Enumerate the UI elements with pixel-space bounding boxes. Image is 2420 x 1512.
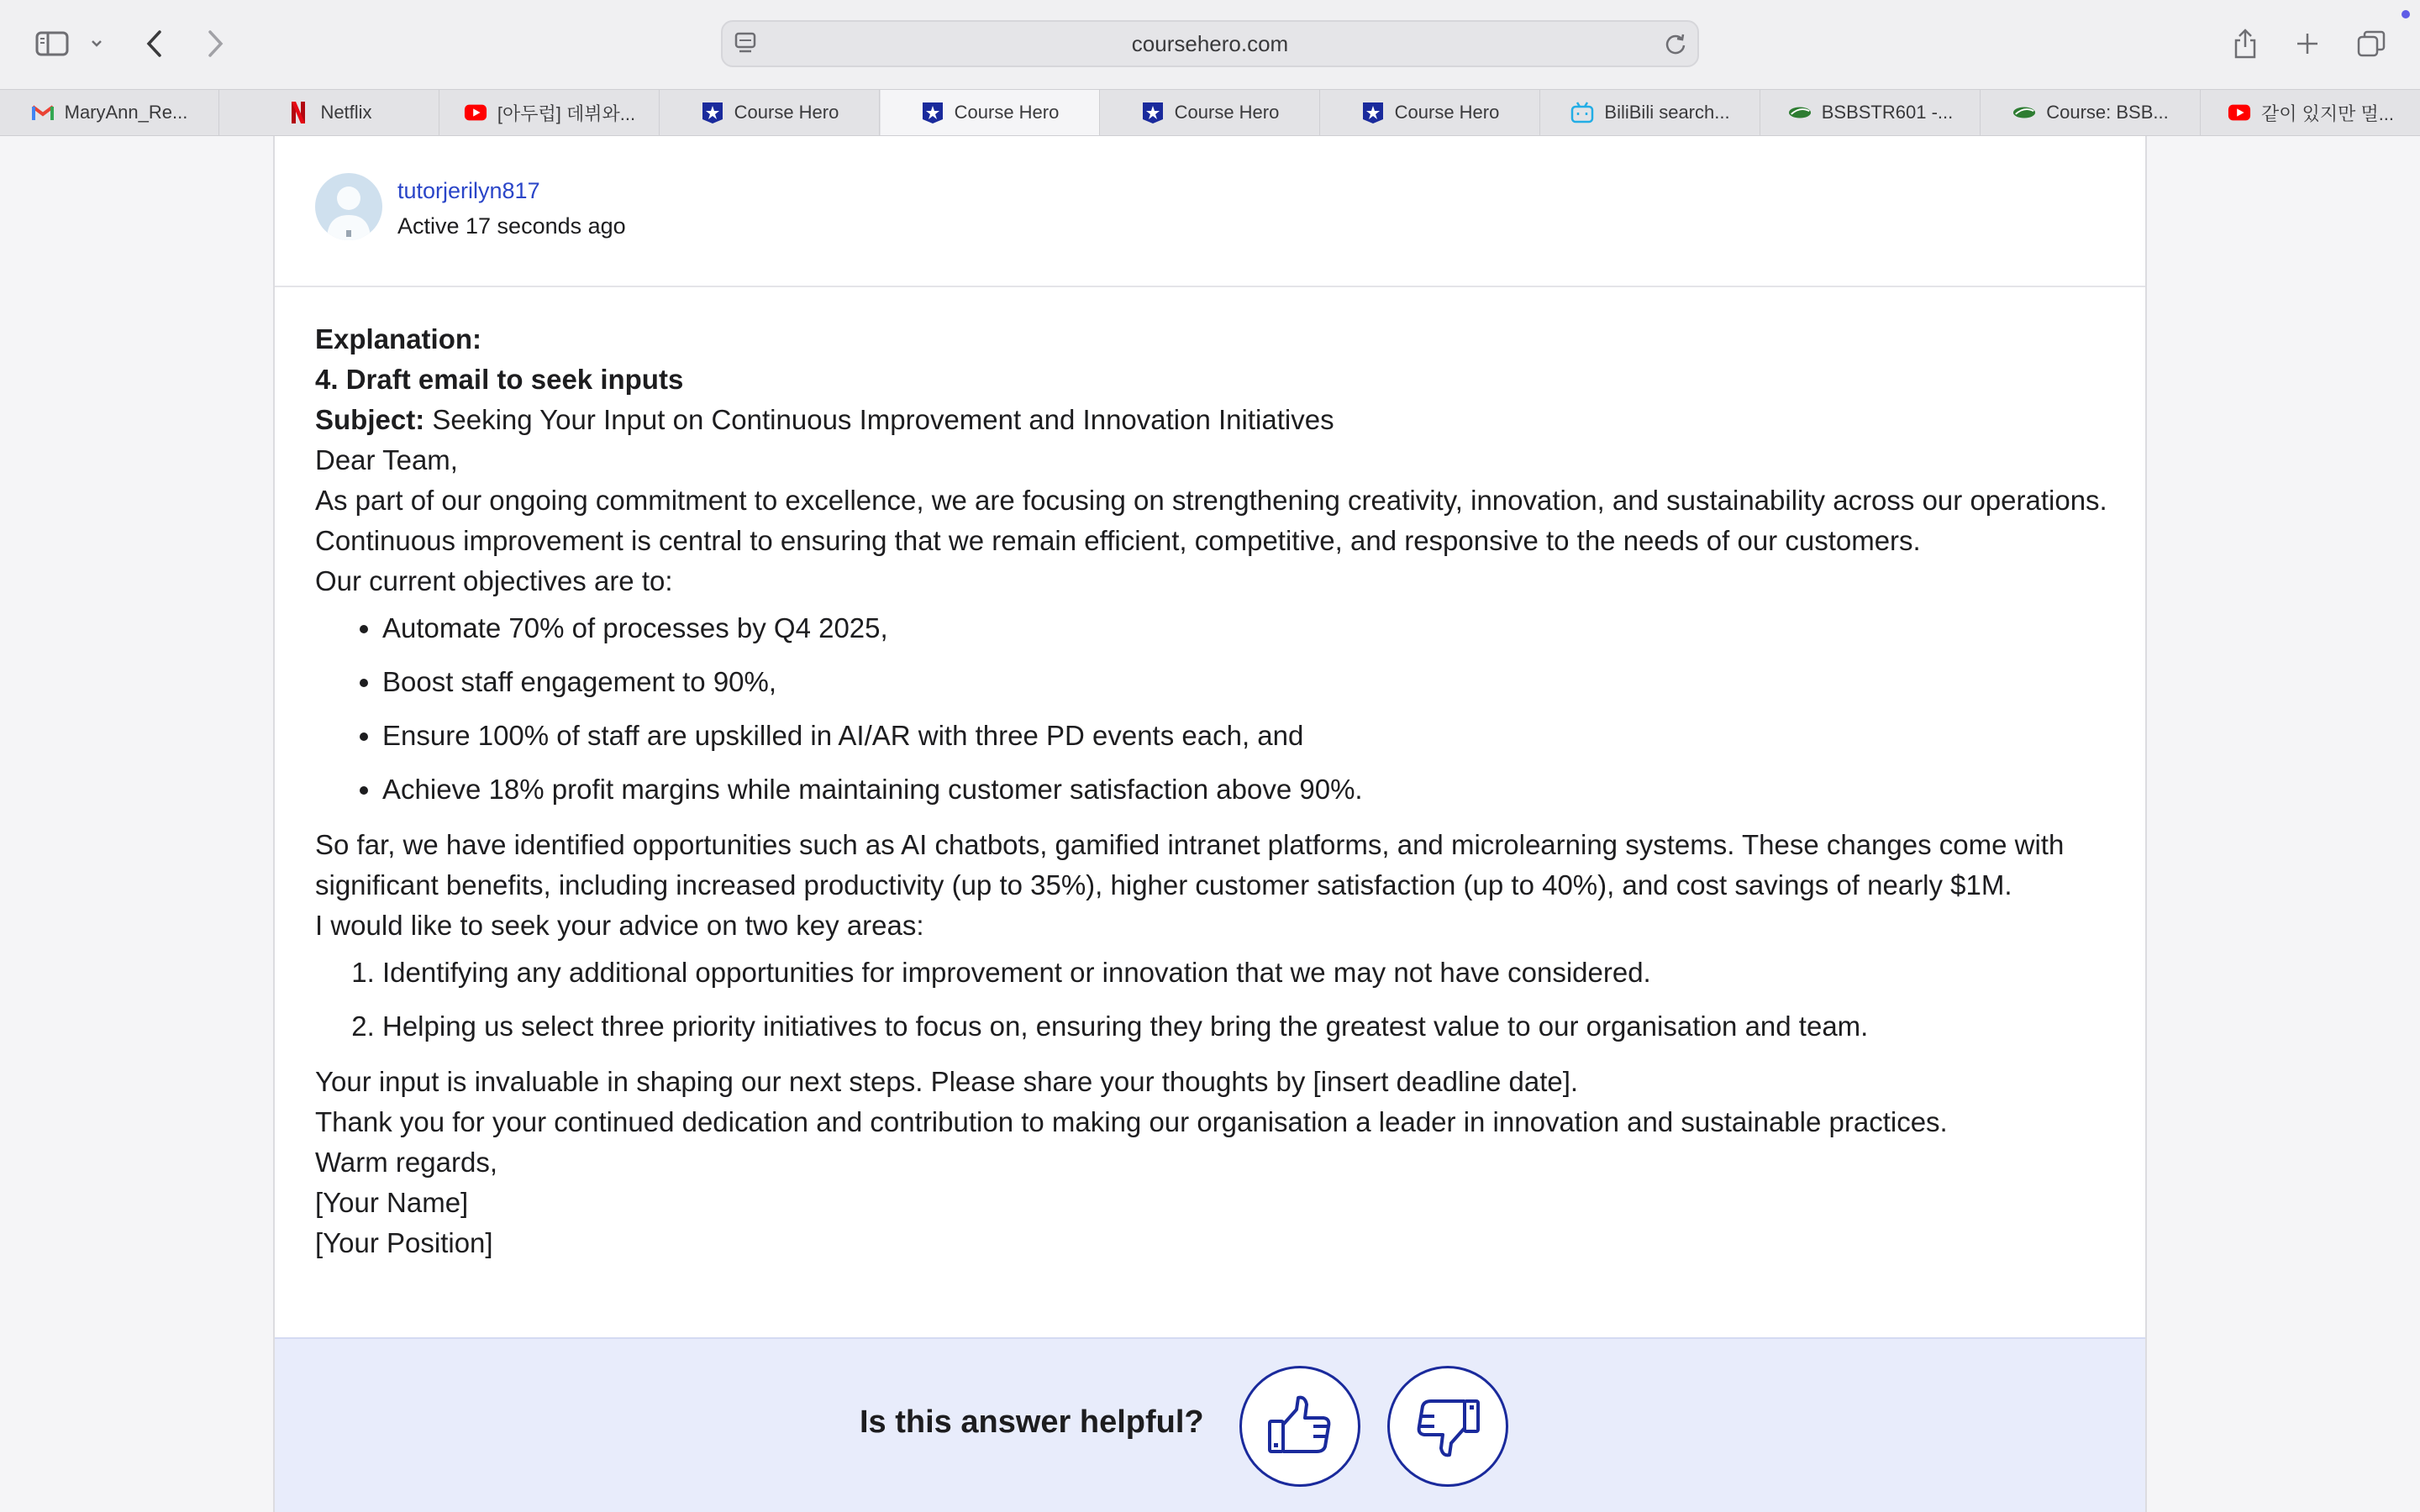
share-icon[interactable] [2230,20,2260,67]
email-signoff: Warm regards, [315,1147,497,1178]
explanation-label: Explanation: [315,323,482,354]
objectives-list [315,608,2122,810]
tab-gmail[interactable]: MaryAnn_Re... [0,90,219,135]
coursehero-icon [1141,101,1165,124]
leaf-icon [1788,101,1812,124]
coursehero-icon [921,101,944,124]
url-text[interactable]: coursehero.com [1131,31,1289,56]
email-closing-deadline: Your input is invaluable in shaping our next steps. Please share your thoughts by [insert deadline date]. [315,1066,1579,1097]
tab-coursehero-4[interactable]: Course Hero [1321,90,1540,135]
forward-icon[interactable] [200,20,230,67]
answer-heading: 4. Draft email to seek inputs [315,364,684,395]
user-silhouette-icon [315,173,382,240]
email-paragraph-intro: As part of our ongoing commitment to excellence, we are focusing on strengthening creativity, innovation, and sustainability across our operations. Continuous improvement is central to ensuring that we remain efficient, competitive, and responsive to the needs of our customers. [315,485,2107,556]
list-item: 1. Identifying any additional opportunities for improvement or innovation that we may not have considered. [382,953,2122,993]
thumbs-down-button[interactable] [1387,1366,1508,1487]
email-closing-thanks: Thank you for your continued dedication and contribution to making our organisation a leader in innovation and sustainable practices. [315,1106,1948,1137]
email-greeting: Dear Team, [315,444,458,475]
tab-netflix[interactable]: Netflix [220,90,439,135]
tab-bsbstr601[interactable]: BSBSTR601 -... [1761,90,1981,135]
chevron-down-icon[interactable] [86,20,108,67]
tab-coursehero-1[interactable]: Course Hero [660,90,880,135]
netflix-icon [287,101,310,124]
avatar[interactable] [315,173,382,240]
answer-card [273,136,2147,1512]
thumbs-up-icon [1265,1391,1335,1462]
tab-coursehero-3[interactable]: Course Hero [1101,90,1320,135]
list-item: 2. Helping us select three priority initiatives to focus on, ensuring they bring the greatest value to our organisation and team. [382,1006,2122,1047]
author-username[interactable]: tutorjerilyn817 [397,178,540,203]
author-header [275,136,2145,287]
page-content [0,136,2420,1512]
list-item: • Boost staff engagement to 90%, [382,662,2122,702]
tab-overview-icon[interactable] [2354,20,2388,67]
bilibili-icon [1570,101,1594,124]
coursehero-icon [1361,101,1385,124]
author-activity-status: Active 17 seconds ago [397,213,626,239]
youtube-icon [2228,101,2251,124]
thumbs-up-button[interactable] [1239,1366,1360,1487]
advice-intro: I would like to seek your advice on two key areas: [315,910,924,941]
thumbs-down-icon [1413,1391,1483,1462]
sidebar-toggle-icon[interactable] [32,20,72,67]
leaf-icon [2012,101,2036,124]
list-item: • Ensure 100% of staff are upskilled in AI/AR with three PD events each, and [382,716,2122,756]
subject-label: Subject: [315,404,425,435]
list-item: • Automate 70% of processes by Q4 2025, [382,608,2122,648]
tab-youtube-1[interactable]: [아두럽] 데뷔와... [440,90,660,135]
coursehero-icon [701,101,724,124]
new-tab-icon[interactable] [2292,20,2323,67]
tab-course-bsb[interactable]: Course: BSB... [1981,90,2201,135]
gmail-icon [31,101,55,124]
subject-text: Seeking Your Input on Continuous Improvement and Innovation Initiatives [424,404,1334,435]
tab-youtube-2[interactable]: 같이 있지만 멀... [2202,90,2420,135]
email-subject-line [315,400,2122,440]
list-item: • Achieve 18% profit margins while maintaining customer satisfaction above 90%. [382,769,2122,810]
email-paragraph-opportunities: So far, we have identified opportunities such as AI chatbots, gamified intranet platforms, and microlearning systems. These changes come with significant benefits, including increased productivity (up to 35%), higher customer satisfaction (up to 40%), and cost savings of nearly $1M. [315,829,2065,900]
advice-list [315,953,2122,1047]
tab-bar [0,89,2420,136]
feedback-section [275,1337,2145,1512]
browser-toolbar [0,0,2420,89]
email-signature-position: [Your Position] [315,1227,493,1258]
youtube-icon [464,101,487,124]
back-icon[interactable] [139,20,170,67]
email-signature-name: [Your Name] [315,1187,469,1218]
reload-icon[interactable] [1664,32,1687,60]
tab-coursehero-active[interactable]: Course Hero [881,90,1100,135]
notification-dot [2402,10,2410,18]
address-bar[interactable] [721,20,1699,67]
feedback-question: Is this answer helpful? [860,1404,1204,1440]
answer-body [315,319,2122,1263]
objectives-intro: Our current objectives are to: [315,565,673,596]
tab-bilibili[interactable]: BiliBili search... [1541,90,1760,135]
